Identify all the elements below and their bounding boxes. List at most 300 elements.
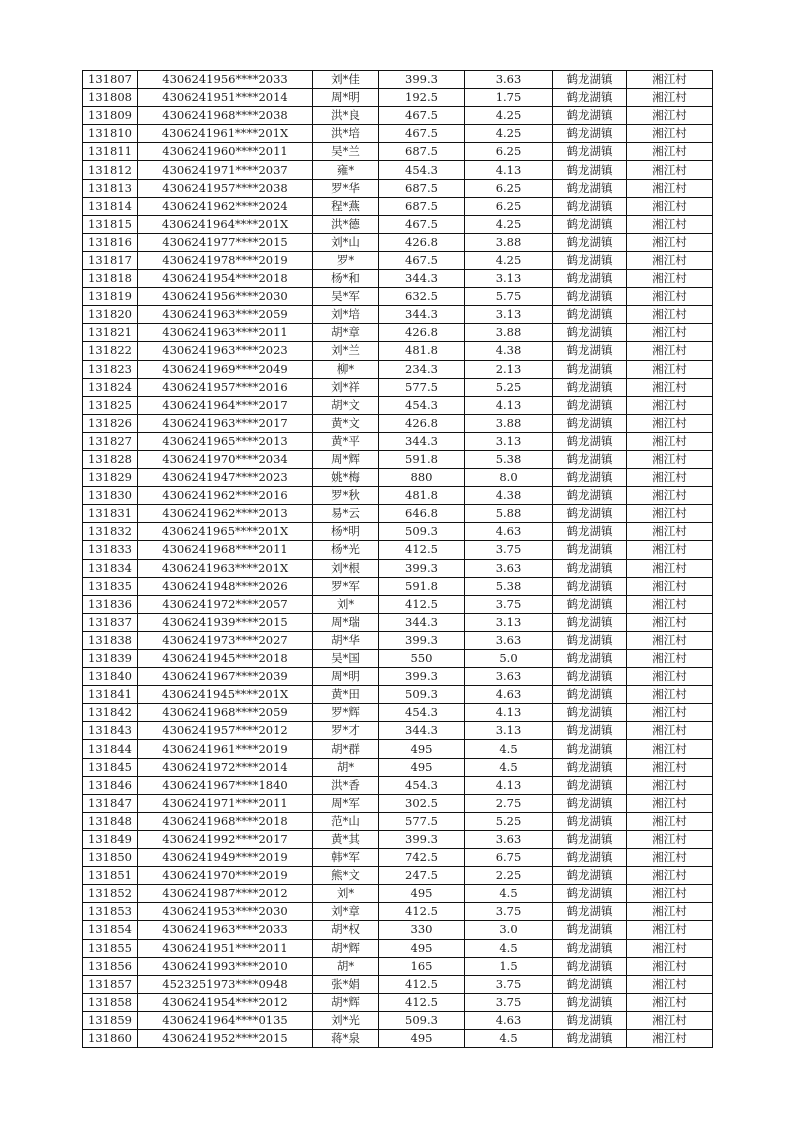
name-cell: 胡* [313,957,379,975]
table-row [83,487,713,505]
name-cell: 吴*国 [313,650,379,668]
area-cell: 3.75 [465,595,553,613]
table-row [83,251,713,269]
row-number-cell: 131836 [83,595,138,613]
row-number-cell: 131845 [83,758,138,776]
area-cell: 3.63 [465,559,553,577]
amount-cell: 426.8 [379,414,465,432]
village-cell: 湘江村 [627,324,713,342]
table-row [83,722,713,740]
table-row [83,71,713,89]
area-cell: 3.13 [465,722,553,740]
name-cell: 刘*山 [313,233,379,251]
amount-cell: 454.3 [379,776,465,794]
amount-cell: 399.3 [379,71,465,89]
name-cell: 周*明 [313,89,379,107]
row-number-cell: 131849 [83,830,138,848]
table-row [83,541,713,559]
town-cell: 鹤龙湖镇 [553,378,627,396]
amount-cell: 509.3 [379,1011,465,1029]
village-cell: 湘江村 [627,631,713,649]
town-cell: 鹤龙湖镇 [553,342,627,360]
name-cell: 洪*培 [313,125,379,143]
town-cell: 鹤龙湖镇 [553,324,627,342]
table-row [83,523,713,541]
amount-cell: 467.5 [379,107,465,125]
amount-cell: 454.3 [379,704,465,722]
row-number-cell: 131813 [83,179,138,197]
name-cell: 姚*梅 [313,469,379,487]
name-cell: 胡*权 [313,921,379,939]
id-number-cell: 4306241963****2011 [138,324,313,342]
amount-cell: 509.3 [379,686,465,704]
name-cell: 罗* [313,251,379,269]
village-cell: 湘江村 [627,450,713,468]
row-number-cell: 131821 [83,324,138,342]
id-number-cell: 4306241970****2034 [138,450,313,468]
area-cell: 4.13 [465,776,553,794]
area-cell: 4.63 [465,523,553,541]
name-cell: 周*瑞 [313,613,379,631]
amount-cell: 412.5 [379,975,465,993]
row-number-cell: 131850 [83,849,138,867]
row-number-cell: 131838 [83,631,138,649]
name-cell: 胡*辉 [313,993,379,1011]
amount-cell: 344.3 [379,722,465,740]
village-cell: 湘江村 [627,1011,713,1029]
town-cell: 鹤龙湖镇 [553,650,627,668]
row-number-cell: 131812 [83,161,138,179]
table-row [83,342,713,360]
table-row [83,324,713,342]
amount-cell: 880 [379,469,465,487]
id-number-cell: 4306241973****2027 [138,631,313,649]
table-row [83,89,713,107]
town-cell: 鹤龙湖镇 [553,487,627,505]
village-cell: 湘江村 [627,939,713,957]
amount-cell: 344.3 [379,270,465,288]
area-cell: 5.75 [465,288,553,306]
amount-cell: 742.5 [379,849,465,867]
village-cell: 湘江村 [627,993,713,1011]
row-number-cell: 131857 [83,975,138,993]
id-number-cell: 4306241968****2059 [138,704,313,722]
area-cell: 4.5 [465,758,553,776]
name-cell: 刘* [313,885,379,903]
row-number-cell: 131807 [83,71,138,89]
name-cell: 黄*平 [313,432,379,450]
village-cell: 湘江村 [627,414,713,432]
row-number-cell: 131854 [83,921,138,939]
amount-cell: 687.5 [379,179,465,197]
amount-cell: 577.5 [379,378,465,396]
village-cell: 湘江村 [627,288,713,306]
village-cell: 湘江村 [627,867,713,885]
area-cell: 3.13 [465,432,553,450]
village-cell: 湘江村 [627,197,713,215]
row-number-cell: 131824 [83,378,138,396]
id-number-cell: 4306241945****201X [138,686,313,704]
table-row [83,686,713,704]
id-number-cell: 4306241954****2012 [138,993,313,1011]
amount-cell: 412.5 [379,993,465,1011]
table-row [83,270,713,288]
id-number-cell: 4306241968****2011 [138,541,313,559]
area-cell: 4.25 [465,251,553,269]
amount-cell: 687.5 [379,197,465,215]
row-number-cell: 131829 [83,469,138,487]
village-cell: 湘江村 [627,432,713,450]
table-row [83,939,713,957]
name-cell: 洪*香 [313,776,379,794]
village-cell: 湘江村 [627,523,713,541]
id-number-cell: 4306241963****2023 [138,342,313,360]
table-row [83,143,713,161]
amount-cell: 495 [379,939,465,957]
area-cell: 4.5 [465,885,553,903]
id-number-cell: 4306241947****2023 [138,469,313,487]
id-number-cell: 4306241962****2024 [138,197,313,215]
table-row [83,903,713,921]
name-cell: 刘*祥 [313,378,379,396]
name-cell: 刘*章 [313,903,379,921]
data-table [82,70,713,1048]
row-number-cell: 131858 [83,993,138,1011]
table-row [83,450,713,468]
amount-cell: 412.5 [379,541,465,559]
town-cell: 鹤龙湖镇 [553,631,627,649]
village-cell: 湘江村 [627,957,713,975]
area-cell: 3.63 [465,830,553,848]
village-cell: 湘江村 [627,812,713,830]
name-cell: 韩*军 [313,849,379,867]
name-cell: 胡*华 [313,631,379,649]
table-row [83,288,713,306]
village-cell: 湘江村 [627,233,713,251]
id-number-cell: 4306241968****2018 [138,812,313,830]
town-cell: 鹤龙湖镇 [553,360,627,378]
id-number-cell: 4306241945****2018 [138,650,313,668]
table-row [83,975,713,993]
table-row [83,794,713,812]
town-cell: 鹤龙湖镇 [553,595,627,613]
town-cell: 鹤龙湖镇 [553,867,627,885]
area-cell: 4.63 [465,686,553,704]
id-number-cell: 4306241971****2011 [138,794,313,812]
town-cell: 鹤龙湖镇 [553,686,627,704]
village-cell: 湘江村 [627,89,713,107]
town-cell: 鹤龙湖镇 [553,812,627,830]
table-row [83,740,713,758]
village-cell: 湘江村 [627,360,713,378]
village-cell: 湘江村 [627,758,713,776]
village-cell: 湘江村 [627,794,713,812]
village-cell: 湘江村 [627,903,713,921]
row-number-cell: 131815 [83,215,138,233]
row-number-cell: 131853 [83,903,138,921]
town-cell: 鹤龙湖镇 [553,197,627,215]
town-cell: 鹤龙湖镇 [553,306,627,324]
id-number-cell: 4306241967****1840 [138,776,313,794]
id-number-cell: 4306241963****2017 [138,414,313,432]
table-row [83,306,713,324]
amount-cell: 426.8 [379,233,465,251]
area-cell: 3.13 [465,270,553,288]
town-cell: 鹤龙湖镇 [553,849,627,867]
town-cell: 鹤龙湖镇 [553,233,627,251]
area-cell: 4.13 [465,161,553,179]
village-cell: 湘江村 [627,161,713,179]
town-cell: 鹤龙湖镇 [553,975,627,993]
id-number-cell: 4306241956****2033 [138,71,313,89]
area-cell: 4.13 [465,704,553,722]
town-cell: 鹤龙湖镇 [553,107,627,125]
town-cell: 鹤龙湖镇 [553,1029,627,1047]
area-cell: 1.75 [465,89,553,107]
village-cell: 湘江村 [627,686,713,704]
table-row [83,505,713,523]
row-number-cell: 131811 [83,143,138,161]
id-number-cell: 4306241963****2033 [138,921,313,939]
row-number-cell: 131839 [83,650,138,668]
row-number-cell: 131856 [83,957,138,975]
amount-cell: 481.8 [379,487,465,505]
name-cell: 柳* [313,360,379,378]
town-cell: 鹤龙湖镇 [553,161,627,179]
amount-cell: 302.5 [379,794,465,812]
area-cell: 4.25 [465,215,553,233]
town-cell: 鹤龙湖镇 [553,125,627,143]
area-cell: 2.75 [465,794,553,812]
id-number-cell: 4306241956****2030 [138,288,313,306]
row-number-cell: 131828 [83,450,138,468]
town-cell: 鹤龙湖镇 [553,939,627,957]
town-cell: 鹤龙湖镇 [553,288,627,306]
row-number-cell: 131852 [83,885,138,903]
town-cell: 鹤龙湖镇 [553,613,627,631]
table-row [83,577,713,595]
name-cell: 黄*其 [313,830,379,848]
name-cell: 杨*光 [313,541,379,559]
name-cell: 罗*秋 [313,487,379,505]
area-cell: 3.13 [465,613,553,631]
id-number-cell: 4306241951****2011 [138,939,313,957]
name-cell: 周*辉 [313,450,379,468]
village-cell: 湘江村 [627,125,713,143]
id-number-cell: 4306241972****2057 [138,595,313,613]
town-cell: 鹤龙湖镇 [553,89,627,107]
id-number-cell: 4306241970****2019 [138,867,313,885]
amount-cell: 495 [379,740,465,758]
id-number-cell: 4306241972****2014 [138,758,313,776]
amount-cell: 467.5 [379,215,465,233]
area-cell: 4.5 [465,740,553,758]
table-row [83,758,713,776]
town-cell: 鹤龙湖镇 [553,758,627,776]
amount-cell: 412.5 [379,595,465,613]
town-cell: 鹤龙湖镇 [553,1011,627,1029]
table-row [83,107,713,125]
name-cell: 吴*兰 [313,143,379,161]
amount-cell: 344.3 [379,613,465,631]
area-cell: 5.38 [465,577,553,595]
row-number-cell: 131823 [83,360,138,378]
name-cell: 黄*田 [313,686,379,704]
town-cell: 鹤龙湖镇 [553,505,627,523]
id-number-cell: 4306241962****2016 [138,487,313,505]
area-cell: 3.75 [465,541,553,559]
town-cell: 鹤龙湖镇 [553,776,627,794]
table-body [83,71,713,1048]
area-cell: 5.25 [465,378,553,396]
amount-cell: 247.5 [379,867,465,885]
amount-cell: 591.8 [379,577,465,595]
table-row [83,668,713,686]
name-cell: 刘*培 [313,306,379,324]
town-cell: 鹤龙湖镇 [553,993,627,1011]
village-cell: 湘江村 [627,885,713,903]
name-cell: 洪*良 [313,107,379,125]
table-row [83,921,713,939]
town-cell: 鹤龙湖镇 [553,414,627,432]
village-cell: 湘江村 [627,179,713,197]
village-cell: 湘江村 [627,559,713,577]
name-cell: 雍* [313,161,379,179]
row-number-cell: 131819 [83,288,138,306]
name-cell: 罗*军 [313,577,379,595]
table-row [83,812,713,830]
row-number-cell: 131832 [83,523,138,541]
id-number-cell: 4306241977****2015 [138,233,313,251]
name-cell: 杨*和 [313,270,379,288]
id-number-cell: 4306241957****2038 [138,179,313,197]
id-number-cell: 4306241965****2013 [138,432,313,450]
amount-cell: 330 [379,921,465,939]
name-cell: 罗*华 [313,179,379,197]
town-cell: 鹤龙湖镇 [553,469,627,487]
village-cell: 湘江村 [627,378,713,396]
amount-cell: 165 [379,957,465,975]
id-number-cell: 4523251973****0948 [138,975,313,993]
table-row [83,233,713,251]
area-cell: 6.25 [465,143,553,161]
area-cell: 6.25 [465,197,553,215]
row-number-cell: 131810 [83,125,138,143]
name-cell: 熊*文 [313,867,379,885]
id-number-cell: 4306241971****2037 [138,161,313,179]
table-row [83,179,713,197]
town-cell: 鹤龙湖镇 [553,704,627,722]
town-cell: 鹤龙湖镇 [553,921,627,939]
row-number-cell: 131847 [83,794,138,812]
area-cell: 6.25 [465,179,553,197]
town-cell: 鹤龙湖镇 [553,668,627,686]
area-cell: 5.38 [465,450,553,468]
area-cell: 4.13 [465,396,553,414]
id-number-cell: 4306241949****2019 [138,849,313,867]
town-cell: 鹤龙湖镇 [553,903,627,921]
town-cell: 鹤龙湖镇 [553,450,627,468]
name-cell: 周*明 [313,668,379,686]
village-cell: 湘江村 [627,541,713,559]
area-cell: 3.63 [465,668,553,686]
village-cell: 湘江村 [627,722,713,740]
name-cell: 胡*文 [313,396,379,414]
town-cell: 鹤龙湖镇 [553,957,627,975]
amount-cell: 467.5 [379,125,465,143]
area-cell: 1.5 [465,957,553,975]
id-number-cell: 4306241961****2019 [138,740,313,758]
row-number-cell: 131817 [83,251,138,269]
amount-cell: 646.8 [379,505,465,523]
id-number-cell: 4306241957****2016 [138,378,313,396]
name-cell: 杨*明 [313,523,379,541]
name-cell: 范*山 [313,812,379,830]
name-cell: 胡*辉 [313,939,379,957]
village-cell: 湘江村 [627,595,713,613]
village-cell: 湘江村 [627,215,713,233]
area-cell: 8.0 [465,469,553,487]
row-number-cell: 131814 [83,197,138,215]
name-cell: 程*燕 [313,197,379,215]
village-cell: 湘江村 [627,830,713,848]
amount-cell: 399.3 [379,631,465,649]
village-cell: 湘江村 [627,107,713,125]
area-cell: 3.75 [465,975,553,993]
village-cell: 湘江村 [627,577,713,595]
amount-cell: 481.8 [379,342,465,360]
id-number-cell: 4306241964****0135 [138,1011,313,1029]
id-number-cell: 4306241962****2013 [138,505,313,523]
id-number-cell: 4306241952****2015 [138,1029,313,1047]
table-row [83,650,713,668]
table-row [83,215,713,233]
table-row [83,161,713,179]
row-number-cell: 131808 [83,89,138,107]
amount-cell: 399.3 [379,559,465,577]
row-number-cell: 131816 [83,233,138,251]
table-row [83,559,713,577]
area-cell: 5.0 [465,650,553,668]
village-cell: 湘江村 [627,849,713,867]
name-cell: 刘*佳 [313,71,379,89]
town-cell: 鹤龙湖镇 [553,71,627,89]
area-cell: 5.25 [465,812,553,830]
row-number-cell: 131840 [83,668,138,686]
row-number-cell: 131831 [83,505,138,523]
village-cell: 湘江村 [627,650,713,668]
town-cell: 鹤龙湖镇 [553,432,627,450]
row-number-cell: 131822 [83,342,138,360]
table-row [83,360,713,378]
table-row [83,1029,713,1047]
name-cell: 胡* [313,758,379,776]
table-row [83,378,713,396]
amount-cell: 426.8 [379,324,465,342]
id-number-cell: 4306241963****2059 [138,306,313,324]
name-cell: 罗*辉 [313,704,379,722]
table-row [83,613,713,631]
town-cell: 鹤龙湖镇 [553,830,627,848]
area-cell: 2.13 [465,360,553,378]
area-cell: 3.63 [465,71,553,89]
area-cell: 3.75 [465,993,553,1011]
amount-cell: 234.3 [379,360,465,378]
row-number-cell: 131851 [83,867,138,885]
village-cell: 湘江村 [627,342,713,360]
name-cell: 吴*军 [313,288,379,306]
area-cell: 3.88 [465,414,553,432]
